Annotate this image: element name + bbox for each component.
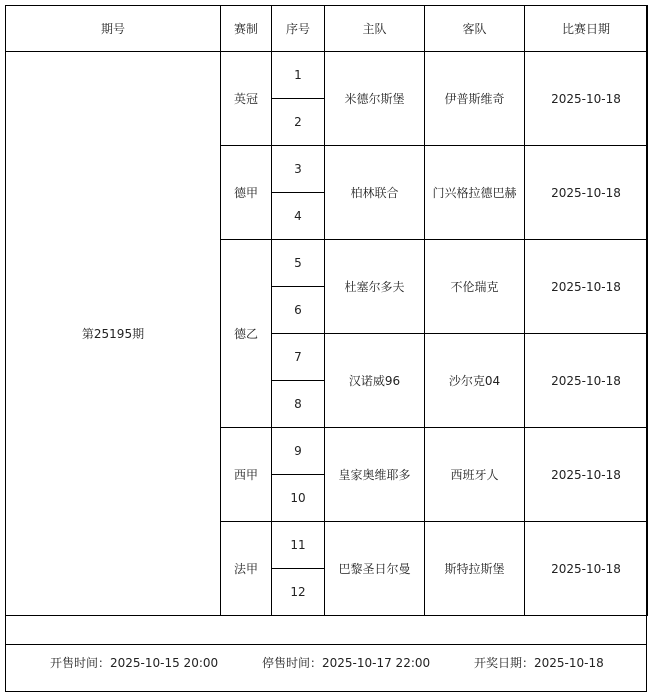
schedule-table xyxy=(5,5,648,616)
home-team-cell: 米德尔斯堡 xyxy=(325,52,425,146)
seq-cell: 5 xyxy=(272,240,325,287)
header-home: 主队 xyxy=(325,6,425,52)
header-league: 赛制 xyxy=(221,6,272,52)
away-team-cell: 西班牙人 xyxy=(425,428,525,522)
away-team-cell: 斯特拉斯堡 xyxy=(425,522,525,616)
header-row xyxy=(6,6,648,52)
match-date-cell: 2025-10-18 xyxy=(525,52,648,146)
sale-end-time: 停售时间：2025-10-17 22:00 xyxy=(262,655,431,670)
header-away: 客队 xyxy=(425,6,525,52)
away-team-cell: 沙尔克04 xyxy=(425,334,525,428)
seq-cell: 10 xyxy=(272,475,325,522)
league-cell: 西甲 xyxy=(221,428,272,522)
seq-cell: 1 xyxy=(272,52,325,99)
period-cell: 第25195期 xyxy=(6,52,221,616)
seq-cell: 3 xyxy=(272,146,325,193)
seq-cell: 2 xyxy=(272,99,325,146)
match-date-cell: 2025-10-18 xyxy=(525,334,648,428)
match-date-cell: 2025-10-18 xyxy=(525,146,648,240)
empty-row xyxy=(5,618,647,645)
home-team-cell: 巴黎圣日尔曼 xyxy=(325,522,425,616)
seq-cell: 9 xyxy=(272,428,325,475)
seq-cell: 11 xyxy=(272,522,325,569)
header-date: 比赛日期 xyxy=(525,6,648,52)
seq-cell: 6 xyxy=(272,287,325,334)
match-date-cell: 2025-10-18 xyxy=(525,240,648,334)
table-row xyxy=(6,52,648,99)
league-cell: 法甲 xyxy=(221,522,272,616)
draw-date: 开奖日期：2025-10-18 xyxy=(474,655,604,670)
league-cell: 英冠 xyxy=(221,52,272,146)
match-date-cell: 2025-10-18 xyxy=(525,522,648,616)
home-team-cell: 汉诺威96 xyxy=(325,334,425,428)
match-date-cell: 2025-10-18 xyxy=(525,428,648,522)
league-cell: 德甲 xyxy=(221,146,272,240)
home-team-cell: 皇家奥维耶多 xyxy=(325,428,425,522)
header-period: 期号 xyxy=(6,6,221,52)
away-team-cell: 门兴格拉德巴赫 xyxy=(425,146,525,240)
seq-cell: 4 xyxy=(272,193,325,240)
home-team-cell: 柏林联合 xyxy=(325,146,425,240)
seq-cell: 12 xyxy=(272,569,325,616)
seq-cell: 8 xyxy=(272,381,325,428)
footer-info xyxy=(5,645,647,679)
away-team-cell: 不伦瑞克 xyxy=(425,240,525,334)
sale-start-time: 开售时间：2025-10-15 20:00 xyxy=(50,655,219,670)
seq-cell: 7 xyxy=(272,334,325,381)
away-team-cell: 伊普斯维奇 xyxy=(425,52,525,146)
header-seq: 序号 xyxy=(272,6,325,52)
league-cell: 德乙 xyxy=(221,240,272,428)
home-team-cell: 杜塞尔多夫 xyxy=(325,240,425,334)
